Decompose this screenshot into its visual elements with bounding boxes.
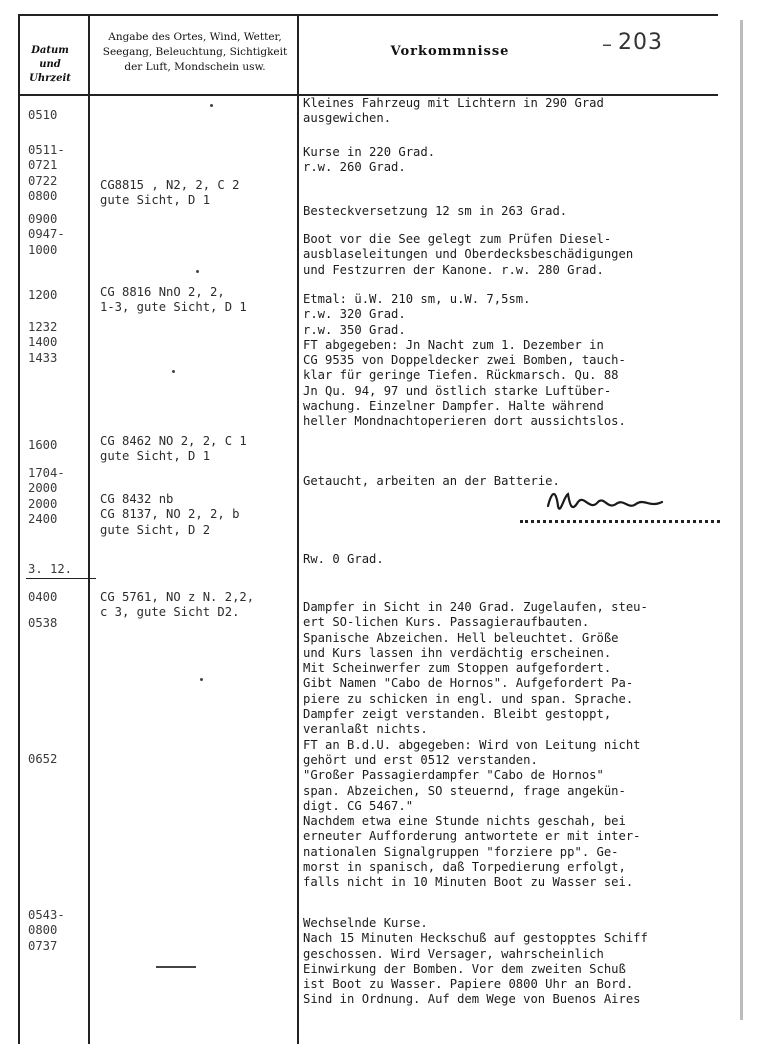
time-entry: 1600 bbox=[28, 438, 58, 452]
header-date-line: Uhrzeit bbox=[29, 73, 71, 84]
time-entry: 0543- 0800 0737 bbox=[28, 908, 65, 953]
position-weather-entry: CG 8816 NnO 2, 2, 1-3, gute Sicht, D 1 bbox=[100, 285, 247, 315]
column-divider-date bbox=[88, 14, 90, 1044]
scan-speck bbox=[196, 270, 199, 273]
header-info-line: der Luft, Mondschein usw. bbox=[124, 61, 266, 73]
event-entry: Besteckversetzung 12 sm in 263 Grad. bbox=[303, 204, 568, 218]
time-entry: 0510 bbox=[28, 108, 58, 122]
time-entry: 1704- 2000 2000 2400 bbox=[28, 466, 65, 526]
time-entry: 0400 bbox=[28, 590, 58, 604]
signature-dotted-line bbox=[520, 516, 720, 523]
page-number: 203 bbox=[618, 30, 663, 55]
left-border bbox=[18, 14, 20, 1044]
event-entry: Getaucht, arbeiten an der Batterie. bbox=[303, 474, 560, 488]
event-entry: Etmal: ü.W. 210 sm, u.W. 7,5sm. r.w. 320 Grad. r.w. 350 Grad. FT abgegeben: Jn Nacht zum 1. Dezember in CG 9535 von Doppeldecker zwei Bomben, tauch- klar für geringe Tiefen. Rückmarsch. Qu. 88 Jn Qu. 94, 97 und östlich starke Luftüber- wachung. Einzelner Dampfer. Halte während heller Mondnachtoperieren dort aussichtslos. bbox=[303, 292, 626, 429]
header-info-line: Angabe des Ortes, Wind, Wetter, bbox=[108, 31, 282, 43]
event-entry: Boot vor die See gelegt zum Prüfen Diesel- ausblaseleitungen und Oberdecksbeschädigungen und Festzurren der Kanone. r.w. 280 Grad. bbox=[303, 232, 634, 277]
column-divider-info bbox=[297, 14, 299, 1044]
time-entry: 0652 bbox=[28, 752, 58, 766]
time-entry: 0511- 0721 0722 0800 bbox=[28, 143, 65, 203]
date-entry: 3. 12. bbox=[28, 562, 73, 576]
page-number-dash-icon: – bbox=[602, 32, 612, 56]
header-info-line: Seegang, Beleuchtung, Sichtigkeit bbox=[102, 46, 288, 58]
header-date-label bbox=[22, 44, 78, 86]
event-entry: Kurse in 220 Grad. r.w. 260 Grad. bbox=[303, 145, 436, 175]
scan-speck bbox=[740, 20, 743, 1020]
event-entry: Dampfer in Sicht in 240 Grad. Zugelaufen, steu- ert SO-lichen Kurs. Passagieraufbauten. Spanische Abzeichen. Hell beleuchtet. Größe und Kurs lassen ihn verdächtig erscheinen. Mit Scheinwerfer zum Stoppen aufgefordert. Gibt Namen "Cabo de Hornos". Aufgefordert Pa- piere zu schicken in engl. und span. Sprache. Dampfer zeigt verstanden. Bleibt gestoppt, veranlaßt nichts. FT an B.d.U. abgegeben: Wird von Leitung nicht gehört und erst 0512 verstanden. "Großer Passagierdampfer "Cabo de Hornos" span. Abzeichen, SO steuernd, frage angekün- digt. CG 5467." Nachdem etwa eine Stunde nichts geschah, bei erneuter Aufforderung antwortete er mit inter- nationalen Signalgruppen "forziere pp". Ge- morst in spanisch, daß Torpedierung erfolgt, falls nicht in 10 Minuten Boot zu Wasser sei. bbox=[303, 600, 648, 890]
scan-speck bbox=[210, 104, 213, 107]
scan-speck bbox=[172, 370, 175, 373]
time-entry: 1232 1400 1433 bbox=[28, 320, 58, 365]
time-entry: 0538 bbox=[28, 616, 58, 630]
time-entry: 1200 bbox=[28, 288, 58, 302]
event-entry: Kleines Fahrzeug mit Lichtern in 290 Grad ausgewichen. bbox=[303, 96, 604, 126]
date-underline bbox=[26, 578, 96, 579]
header-date-line: Datum bbox=[31, 45, 69, 56]
top-border bbox=[18, 14, 718, 16]
event-entry: Rw. 0 Grad. bbox=[303, 552, 384, 566]
position-weather-entry: CG8815 , N2, 2, C 2 gute Sicht, D 1 bbox=[100, 178, 240, 208]
position-weather-entry: CG 8462 NO 2, 2, C 1 gute Sicht, D 1 bbox=[100, 434, 247, 464]
position-weather-entry: CG 8432 nb CG 8137, NO 2, 2, b gute Sicht, D 2 bbox=[100, 492, 240, 537]
header-events-label: Vorkommnisse bbox=[390, 44, 510, 59]
header-date-line: und bbox=[39, 59, 61, 70]
event-entry: Wechselnde Kurse. Nach 15 Minuten Heckschuß auf gestopptes Schiff geschossen. Wird Versager, wahrscheinlich Einwirkung der Bomben. Vor dem zweiten Schuß ist Boot zu Wasser. Papiere 0800 Uhr an Bord. Sind in Ordnung. Auf dem Wege von Buenos Aires bbox=[303, 916, 648, 1007]
scan-speck bbox=[156, 966, 196, 968]
time-entry: 0900 0947- 1000 bbox=[28, 212, 65, 257]
position-weather-entry: CG 5761, NO z N. 2,2, c 3, gute Sicht D2. bbox=[100, 590, 255, 620]
header-info-label bbox=[92, 30, 298, 75]
signature-icon bbox=[544, 486, 674, 520]
scan-speck bbox=[200, 678, 203, 681]
